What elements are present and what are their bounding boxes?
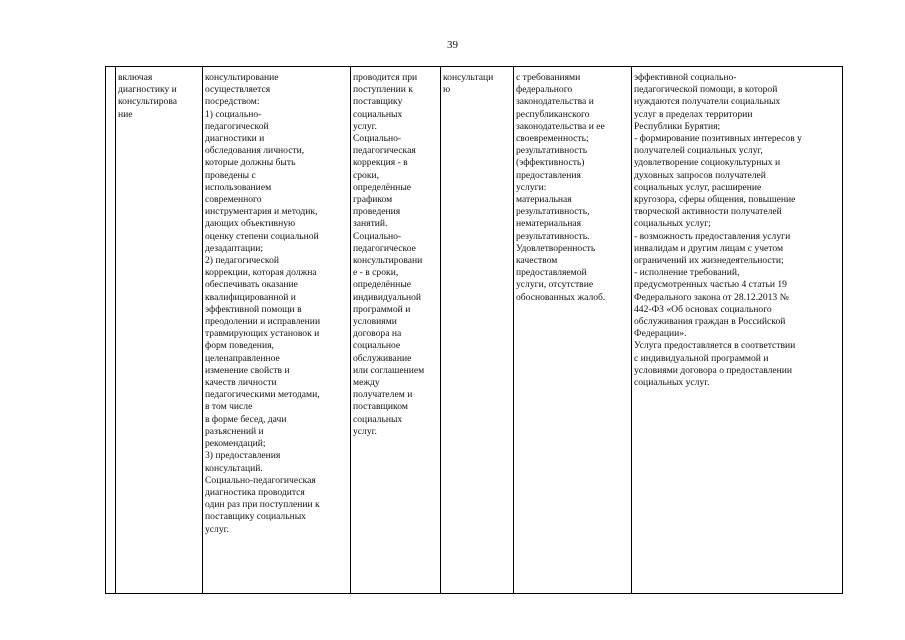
page-number: 39	[447, 39, 458, 51]
table-cell-unit: консультаци ю	[441, 67, 514, 594]
table-row	[106, 67, 843, 594]
table-cell-conditions: эффективной социально- педагогической помощи, в которой нуждаются получатели социальных услуг в пределах территории Республики Бурятия; - формирование позитивных интересов у получателей социальных услуг, удовлетворение социокультурных и духовных запросов получателей социальных услуг, расширение кругозора, сферы общения, повышение творческой активности получателей социальных услуг; - возможность предоставления услуги инвалидам и другим лицам с учетом ограничений их жизнедеятельности; - исполнение требований, предусмотренных частью 4 статьи 19 Федерального закона от 28.12.2013 № 442-ФЗ «Об основах социального обслуживания граждан в Российской Федерации». Услуга предоставляется в соответствии с индивидуальной программой и условиями договора о предоставлении социальных услуг.	[632, 67, 843, 594]
table-cell-number	[106, 67, 116, 594]
table-cell-service-name: включая диагностику и консультирова ние	[116, 67, 203, 594]
service-standards-table	[105, 66, 843, 594]
table-cell-quality-indicators: с требованиями федерального законодательства и республиканского законодательства и ее своевременность; результативность (эффективность) предоставления услуги: материальная результативность, нематериальная результативность. Удовлетворенность качеством предоставляемой услуги, отсутствие обоснованных жалоб.	[514, 67, 632, 594]
table-cell-service-terms: проводится при поступлении к поставщику социальных услуг. Социально- педагогическая коррекция - в сроки, определённые графиком проведения занятий. Социально- педагогическое консультировани е - в сроки, определённые индивидуальной программой и условиями договора на социальное обслуживание или соглашением между получателем и поставщиком социальных услуг.	[351, 67, 441, 594]
table-cell-service-description: консультирование осуществляется посредством: 1) социально- педагогической диагностики и обследования личности, которые должны быть проведены с использованием современного инструментария и методик, дающих объективную оценку степени социальной дезадаптации; 2) педагогической коррекции, которая должна обеспечивать оказание квалифицированной и эффективной помощи в преодолении и исправлении травмирующих установок и форм поведения, целенаправленное изменение свойств и качеств личности педагогическими методами, в том числе в форме бесед, дачи разъяснений и рекомендаций; 3) предоставления консультаций. Социально-педагогическая диагностика проводится один раз при поступлении к поставщику социальных услуг.	[203, 67, 351, 594]
